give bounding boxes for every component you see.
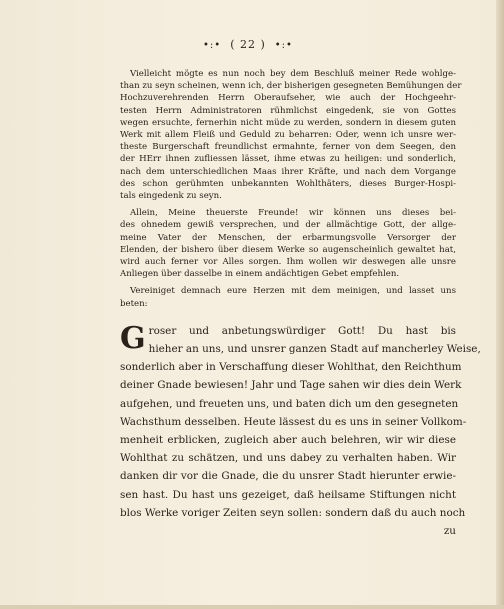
text-line: Hochzuverehrenden Herrn Oberaufseher, wie auch der Hochgeehr- — [120, 93, 456, 104]
text-line: tals eingedenk zu seyn. — [120, 191, 222, 202]
prayer-line: roser und anbetungswürdiger Gott! Du hast bis — [148, 324, 456, 337]
prayer-line: blos Werke voriger Zeiten seyn sollen: sondern daß du auch noch — [120, 506, 466, 519]
text-line: Allein, Meine theuerste Freunde! wir können uns dieses bei- — [130, 208, 456, 219]
ornament-right: •:• — [274, 40, 293, 51]
page-header — [0, 38, 496, 51]
ornament-left: •:• — [203, 40, 222, 51]
page-edge — [496, 0, 504, 609]
text-line: wegen ersuchte, fernerhin nicht müde zu werden, sondern in diesem guten — [120, 117, 456, 128]
prayer-line: deiner Gnade bewiesen! Jahr und Tage sahen wir dies dein Werk — [120, 379, 462, 392]
text-line: wird auch ferner vor Alles sorgen. Ihm wollen wir deswegen alle unsre — [120, 257, 456, 268]
prayer-line: sen hast. Du hast uns gezeiget, daß heilsame Stiftungen nicht — [120, 488, 456, 501]
text-line: des ohnedem gewiß versprechen, und der allmächtige Gott, der allge- — [120, 220, 456, 231]
prayer-text — [120, 320, 481, 540]
text-line: Elenden, der bishero über diesem Werke so augenscheinlich gewaltet hat, — [120, 244, 456, 255]
prayer-line: hieher an uns, und unsrer ganzen Stadt auf mancherley Weise, — [148, 343, 481, 356]
catchword: zu — [443, 525, 456, 538]
text-line: meine Vater der Menschen, der erbarmungsvolle Versorger der — [120, 232, 456, 243]
text-line: theste Burgerschaft freundlichst ermahnte, ferner von dem Seegen, den — [120, 142, 456, 153]
text-line: der HErr ihnen zufliessen lässet, ihme etwas zu heiligen: und sonderlich, — [120, 154, 456, 165]
prayer-line: Wohlthat zu schätzen, und uns dabey zu verhalten haben. Wir — [120, 452, 456, 465]
paragraph-1 — [120, 68, 462, 202]
introduction-text — [120, 68, 462, 310]
prayer-line: sonderlich aber in Verschaffung dieser Wohlthat, den Reichthum — [120, 361, 462, 374]
text-line: Anliegen über dasselbe in einem andächtigen Gebet empfehlen. — [120, 269, 400, 280]
page-bottom-edge — [0, 605, 504, 609]
text-line: des schon gerühmten unbekannten Wohlthäters, dieses Burger-Hospi- — [120, 178, 456, 189]
text-body — [120, 68, 481, 540]
text-line: than zu seyn scheinen, wenn ich, der bisherigen gesegneten Bemühungen der — [120, 81, 462, 92]
text-line: beten: — [120, 298, 148, 309]
text-line: Werk mit allem Fleiß und Geduld zu beharren: Oder, wenn ich unsre wer- — [120, 130, 456, 141]
text-line: Vielleicht mögte es nun noch bey dem Beschluß meiner Rede wohlge- — [130, 69, 456, 79]
prayer-line: aufgehen, und freueten uns, und baten dich um den gesegneten — [120, 397, 459, 410]
prayer-line: danken dir vor die Gnade, die du unsrer Stadt hierunter erwie- — [120, 470, 456, 483]
text-line: testen Herrn Administratoren rühmlichst eingedenk, sie von Gottes — [120, 105, 456, 116]
paragraph-3 — [120, 285, 456, 309]
page-number: ( 22 ) — [230, 38, 266, 51]
prayer-line: Wachsthum desselben. Heute lässest du es uns in seiner Vollkom- — [120, 415, 467, 428]
text-line: Vereiniget demnach eure Herzen mit dem meinigen, und lasset uns — [130, 286, 456, 297]
prayer-line: menheit erblicken, zugleich aber auch belehren, wir wir diese — [120, 434, 456, 447]
text-line: nach dem unterschiedlichen Maas ihrer Kräfte, und nach dem Vorgange — [120, 166, 456, 177]
drop-cap: G — [120, 320, 146, 356]
paragraph-2 — [120, 207, 456, 280]
